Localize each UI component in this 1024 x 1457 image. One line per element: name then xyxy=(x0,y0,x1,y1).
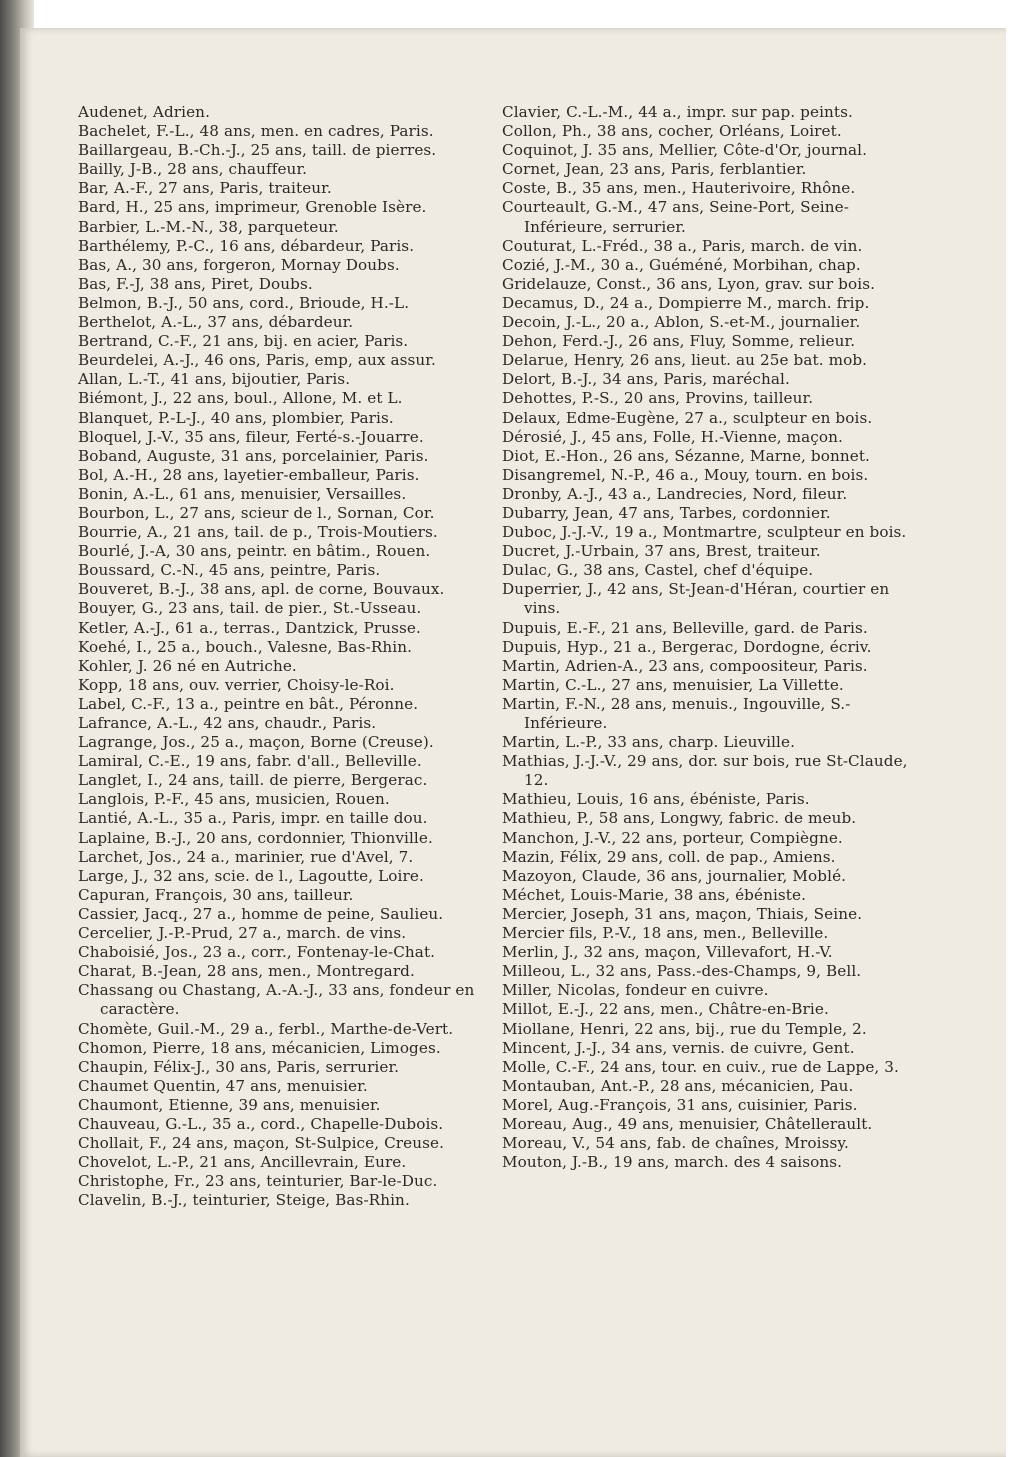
right-column xyxy=(502,103,926,1172)
list-item: Coste, B., 35 ans, men., Hauterivoire, Rhône. xyxy=(502,179,856,198)
list-item: Bachelet, F.-L., 48 ans, men. en cadres, Paris. xyxy=(78,122,434,141)
list-item: Langlet, I., 24 ans, taill. de pierre, Bergerac. xyxy=(78,771,428,790)
list-item: Biémont, J., 22 ans, boul., Allone, M. et L. xyxy=(78,389,403,408)
list-item: Ducret, J.-Urbain, 37 ans, Brest, traiteur. xyxy=(502,542,821,561)
list-item: Cozié, J.-M., 30 a., Guéméné, Morbihan, chap. xyxy=(502,255,861,274)
list-item: Bas, A., 30 ans, forgeron, Mornay Doubs. xyxy=(78,255,400,274)
list-item: Martin, Adrien-A., 23 ans, compoositeur, Paris. xyxy=(502,656,868,675)
list-item: Chomète, Guil.-M., 29 a., ferbl., Marthe-de-Vert. xyxy=(78,1019,454,1038)
list-item: Bouyer, G., 23 ans, tail. de pier., St.-Usseau. xyxy=(78,599,422,618)
list-item: Barbier, L.-M.-N., 38, parqueteur. xyxy=(78,217,339,236)
list-item: Beurdelei, A.-J., 46 ons, Paris, emp, aux assur. xyxy=(78,351,436,370)
list-item: Dehon, Ferd.-J., 26 ans, Fluy, Somme, relieur. xyxy=(502,332,856,351)
list-item: Dérosié, J., 45 ans, Folle, H.-Vienne, maçon. xyxy=(502,427,843,446)
list-item: Cassier, Jacq., 27 a., homme de peine, Saulieu. xyxy=(78,904,444,923)
list-item: Mercier, Joseph, 31 ans, maçon, Thiais, Seine. xyxy=(502,904,863,923)
list-item: Lafrance, A.-L., 42 ans, chaudr., Paris. xyxy=(78,714,377,732)
list-item: Moreau, V., 54 ans, fab. de chaînes, Mroissy. xyxy=(502,1134,849,1153)
list-item: Bailly, J-B., 28 ans, chauffeur. xyxy=(78,160,308,179)
list-item: Dubarry, Jean, 47 ans, Tarbes, cordonnier. xyxy=(502,503,831,522)
list-item: Ketler, A.-J., 61 a., terras., Dantzick, Prusse. xyxy=(78,618,421,637)
list-item: Barthélemy, P.-C., 16 ans, débardeur, Paris. xyxy=(78,236,415,255)
list-item: Bas, F.-J, 38 ans, Piret, Doubs. xyxy=(78,274,313,293)
list-item: Clavelin, B.-J., teinturier, Steige, Bas-Rhin. xyxy=(78,1191,410,1210)
list-item: Boussard, C.-N., 45 ans, peintre, Paris. xyxy=(78,561,381,580)
list-item: Bar, A.-F., 27 ans, Paris, traiteur. xyxy=(78,179,332,198)
list-item: Chomon, Pierre, 18 ans, mécanicien, Limoges. xyxy=(78,1038,441,1057)
list-item: Chollait, F., 24 ans, maçon, St-Sulpice, Creuse. xyxy=(78,1134,445,1153)
list-item: Koehé, I., 25 a., bouch., Valesne, Bas-Rhin. xyxy=(78,637,412,656)
list-item: Martin, F.-N., 28 ans, menuis., Ingouville, S.-Inférieure. xyxy=(502,694,851,732)
list-item: Dulac, G., 38 ans, Castel, chef d'équipe. xyxy=(502,561,814,580)
list-item: Laplaine, B.-J., 20 ans, cordonnier, Thionville. xyxy=(78,828,433,847)
list-item: Chovelot, L.-P., 21 ans, Ancillevrain, Eure. xyxy=(78,1153,407,1172)
list-item: Chauveau, G.-L., 35 a., cord., Chapelle-Dubois. xyxy=(78,1114,444,1133)
list-item: Chaumont, Etienne, 39 ans, menuisier. xyxy=(78,1095,381,1114)
list-item: Moreau, Aug., 49 ans, menuisier, Châtellerault. xyxy=(502,1114,873,1133)
list-item: Lagrange, Jos., 25 a., maçon, Borne (Creuse). xyxy=(78,733,434,752)
list-item: Mazin, Félix, 29 ans, coll. de pap., Amiens. xyxy=(502,847,836,866)
list-item: Langlois, P.-F., 45 ans, musicien, Rouen. xyxy=(78,790,390,809)
list-item: Couturat, L.-Fréd., 38 a., Paris, march. de vin. xyxy=(502,236,863,255)
list-item: Dupuis, Hyp., 21 a., Bergerac, Dordogne, écriv. xyxy=(502,637,872,656)
list-item: Blanquet, P.-L-J., 40 ans, plombier, Paris. xyxy=(78,408,394,427)
list-item: Lamiral, C.-E., 19 ans, fabr. d'all., Belleville. xyxy=(78,752,422,771)
list-item: Dronby, A.-J., 43 a., Landrecies, Nord, fileur. xyxy=(502,484,848,503)
list-item: Clavier, C.-L.-M., 44 a., impr. sur pap. peints. xyxy=(502,103,853,121)
list-item: Baillargeau, B.-Ch.-J., 25 ans, taill. de pierres. xyxy=(78,141,437,160)
list-item: Charat, B.-Jean, 28 ans, men., Montregard. xyxy=(78,962,415,981)
list-item: Berthelot, A.-L., 37 ans, débardeur. xyxy=(78,313,354,332)
list-item: Martin, C.-L., 27 ans, menuisier, La Villette. xyxy=(502,675,844,694)
list-item: Méchet, Louis-Marie, 38 ans, ébéniste. xyxy=(502,885,807,904)
list-item: Dehottes, P.-S., 20 ans, Provins, tailleur. xyxy=(502,389,814,408)
list-item: Belmon, B.-J., 50 ans, cord., Brioude, H.-L. xyxy=(78,293,410,312)
list-item: Audenet, Adrien. xyxy=(78,103,210,121)
list-item: Bouveret, B.-J., 38 ans, apl. de corne, Bouvaux. xyxy=(78,580,445,599)
list-item: Larchet, Jos., 24 a., marinier, rue d'Avel, 7. xyxy=(78,847,414,866)
list-item: Bourbon, L., 27 ans, scieur de l., Sornan, Cor. xyxy=(78,503,435,522)
list-item: Christophe, Fr., 23 ans, teinturier, Bar-le-Duc. xyxy=(78,1172,438,1191)
list-item: Miollane, Henri, 22 ans, bij., rue du Temple, 2. xyxy=(502,1019,867,1038)
list-item: Diot, E.-Hon., 26 ans, Sézanne, Marne, bonnet. xyxy=(502,446,870,465)
list-item: Millot, E.-J., 22 ans, men., Châtre-en-Brie. xyxy=(502,1000,829,1019)
left-column xyxy=(78,103,496,1210)
list-item: Manchon, J.-V., 22 ans, porteur, Compiègne. xyxy=(502,828,843,847)
page-sheet xyxy=(20,28,1006,1457)
list-item: Disangremel, N.-P., 46 a., Mouy, tourn. en bois. xyxy=(502,465,869,484)
list-item: Cercelier, J.-P.-Prud, 27 a., march. de vins. xyxy=(78,924,407,943)
list-item: Delarue, Henry, 26 ans, lieut. au 25e bat. mob. xyxy=(502,351,868,370)
list-item: Merlin, J., 32 ans, maçon, Villevafort, H.-V. xyxy=(502,943,833,962)
list-item: Coquinot, J. 35 ans, Mellier, Côte-d'Or, journal. xyxy=(502,141,868,160)
list-item: Bourlé, J.-A, 30 ans, peintr. en bâtim., Rouen. xyxy=(78,542,431,561)
list-item: Molle, C.-F., 24 ans, tour. en cuiv., rue de Lappe, 3. xyxy=(502,1057,899,1076)
list-item: Mincent, J.-J., 34 ans, vernis. de cuivre, Gent. xyxy=(502,1038,855,1057)
list-item: Chassang ou Chastang, A.-A.-J., 33 ans, fondeur en caractère. xyxy=(78,981,475,1019)
list-item: Chaumet Quentin, 47 ans, menuisier. xyxy=(78,1076,368,1095)
list-item: Montauban, Ant.-P., 28 ans, mécanicien, Pau. xyxy=(502,1076,854,1095)
list-item: Chaupin, Félix-J., 30 ans, Paris, serrurier. xyxy=(78,1057,400,1076)
list-item: Kohler, J. 26 né en Autriche. xyxy=(78,656,297,675)
list-item: Bol, A.-H., 28 ans, layetier-emballeur, Paris. xyxy=(78,465,420,484)
list-item: Delort, B.-J., 34 ans, Paris, maréchal. xyxy=(502,370,790,389)
list-item: Cornet, Jean, 23 ans, Paris, ferblantier. xyxy=(502,160,807,179)
list-item: Capuran, François, 30 ans, tailleur. xyxy=(78,885,354,904)
list-item: Mazoyon, Claude, 36 ans, journalier, Moblé. xyxy=(502,866,847,885)
list-item: Miller, Nicolas, fondeur en cuivre. xyxy=(502,981,769,1000)
list-item: Boband, Auguste, 31 ans, porcelainier, Paris. xyxy=(78,446,429,465)
list-item: Milleou, L., 32 ans, Pass.-des-Champs, 9, Bell. xyxy=(502,962,862,981)
list-item: Bonin, A.-L., 61 ans, menuisier, Versailles. xyxy=(78,484,407,503)
list-item: Dupuis, E.-F., 21 ans, Belleville, gard. de Paris. xyxy=(502,618,868,637)
list-item: Courteault, G.-M., 47 ans, Seine-Port, Seine-Inférieure, serrurier. xyxy=(502,198,849,236)
list-item: Martin, L.-P., 33 ans, charp. Lieuville. xyxy=(502,733,796,752)
list-item: Morel, Aug.-François, 31 ans, cuisinier, Paris. xyxy=(502,1095,858,1114)
list-item: Mathieu, P., 58 ans, Longwy, fabric. de meub. xyxy=(502,809,857,828)
list-item: Collon, Ph., 38 ans, cocher, Orléans, Loiret. xyxy=(502,122,842,141)
list-item: Duboc, J.-J.-V., 19 a., Montmartre, sculpteur en bois. xyxy=(502,523,907,542)
list-item: Label, C.-F., 13 a., peintre en bât., Péronne. xyxy=(78,694,419,713)
list-item: Lantié, A.-L., 35 a., Paris, impr. en taille dou. xyxy=(78,809,428,828)
list-item: Decoin, J.-L., 20 a., Ablon, S.-et-M., journalier. xyxy=(502,313,861,332)
list-item: Bourrie, A., 21 ans, tail. de p., Trois-Moutiers. xyxy=(78,523,438,542)
list-item: Mathieu, Louis, 16 ans, ébéniste, Paris. xyxy=(502,790,810,809)
list-item: Kopp, 18 ans, ouv. verrier, Choisy-le-Roi. xyxy=(78,675,395,694)
list-item: Mouton, J.-B., 19 ans, march. des 4 saisons. xyxy=(502,1153,843,1172)
list-item: Bard, H., 25 ans, imprimeur, Grenoble Isère. xyxy=(78,198,427,217)
list-item: Allan, L.-T., 41 ans, bijoutier, Paris. xyxy=(78,370,351,389)
list-item: Gridelauze, Const., 36 ans, Lyon, grav. sur bois. xyxy=(502,274,876,293)
list-item: Decamus, D., 24 a., Dompierre M., march. frip. xyxy=(502,293,870,312)
list-item: Large, J., 32 ans, scie. de l., Lagoutte, Loire. xyxy=(78,866,424,885)
list-item: Mercier fils, P.-V., 18 ans, men., Belleville. xyxy=(502,924,829,943)
list-item: Bertrand, C.-F., 21 ans, bij. en acier, Paris. xyxy=(78,332,409,351)
list-item: Duperrier, J., 42 ans, St-Jean-d'Héran, courtier en vins. xyxy=(502,580,890,618)
list-item: Bloquel, J.-V., 35 ans, fileur, Ferté-s.-Jouarre. xyxy=(78,427,424,446)
list-item: Chaboisié, Jos., 23 a., corr., Fontenay-le-Chat. xyxy=(78,943,436,962)
list-item: Delaux, Edme-Eugène, 27 a., sculpteur en bois. xyxy=(502,408,873,427)
list-item: Mathias, J.-J.-V., 29 ans, dor. sur bois, rue St-Claude, 12. xyxy=(502,752,908,790)
